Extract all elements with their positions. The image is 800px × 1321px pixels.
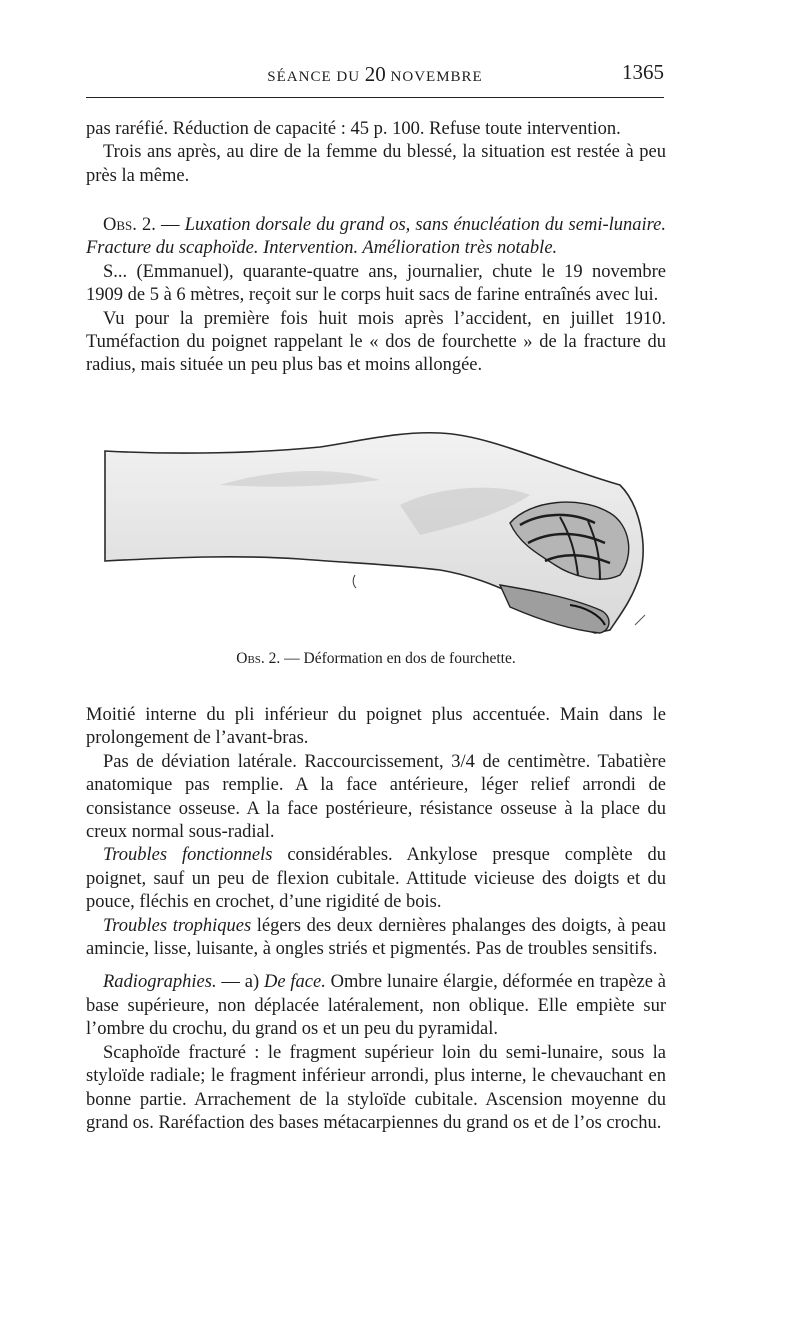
paragraph: Moitié interne du pli inférieur du poignet plus accentuée. Main dans le prolongement de l’avant-bras. [86,705,666,749]
header-title-part-c: NOVEMBRE [385,69,483,85]
paragraph-sublead: De face. [263,972,326,993]
header-title-part-a: SÉANCE DU [267,69,365,85]
paragraph: Trois ans après, au dire de la femme du blessé, la situation est restée à peu près la même. [86,142,666,186]
paragraph-lead: Troubles fonctionnels [103,845,273,866]
observation-block [86,214,666,378]
figure-caption [86,650,666,668]
paragraph-text: considérables. Ankylose presque complète du poignet, sauf un peu de flexion cubitale. Attitude vicieuse des doigts et du pouce, fléchis en crochet, d’une rigidité de bois. [86,845,666,913]
paragraph: Scaphoïde fracturé : le fragment supérieur loin du semi-lunaire, sous la styloïde radiale; le fragment inférieur arrondi, plus interne, le chevauchant en bonne partie. Arrachement de la styloïde cubitale. Ascension moyenne du grand os. Raréfaction des bases métacarpiennes du grand os et de l’os crochu. [86,1042,666,1133]
paragraph: Vu pour la première fois huit mois après l’accident, en juillet 1910. Tuméfaction du poignet rappelant le « dos de fourchette » de la fracture du radius, mais située un peu plus bas et moins allongée. [86,308,666,376]
paragraph [86,844,666,914]
header-rule [86,97,664,98]
hand-drawing [100,425,660,650]
observation-heading [86,214,666,261]
caption-text: — Déformation en dos de fourchette. [280,650,516,667]
top-text-block [86,118,666,188]
paragraph: pas raréfié. Réduction de capacité : 45 p. 100. Refuse toute intervention. [86,119,621,139]
page-number: 1365 [622,60,664,84]
observation-title: Luxation dorsale du grand os, sans énucléation du semi-lunaire. Fracture du scaphoïde. Intervention. Amélioration très notable. [86,215,666,259]
observation-label: Obs. 2. [103,215,156,235]
paragraph: Pas de déviation latérale. Raccourcissement, 3/4 de centimètre. Tabatière anatomique pas remplie. A la face antérieure, léger relief arrondi de consistance osseuse. A la face postérieure, résistance osseuse à la place du creux normal sous-radial. [86,751,666,843]
header-title [86,62,664,87]
caption-label: Obs. 2. [236,650,281,667]
paragraph-text: légers des deux dernières phalanges des doigts, à peau amincie, lisse, luisante, à ongles striés et pigmentés. Pas de troubles sensitifs. [86,915,666,960]
paragraph-text: Ombre lunaire élargie, déformée en trapèze à base supérieure, non déplacée latéralement, non oblique. Elle empiète sur l’ombre du crochu, du grand os et un peu du pyramidal. [86,972,667,1040]
bottom-text-block [86,704,666,1135]
paragraph: S... (Emmanuel), quarante-quatre ans, journalier, chute le 19 novembre 1909 de 5 à 6 mètres, reçoit sur le corps huit sacs de farine entraînés avec lui. [86,261,666,306]
hand-illustration [100,425,660,650]
paragraph [86,971,666,1041]
running-header [86,58,664,90]
header-title-day: 20 [364,62,386,86]
observation-dash: — [155,215,185,235]
paragraph-lead: Radiographies. [103,972,217,993]
paragraph [86,915,666,962]
paragraph-dash: — a) [216,972,264,993]
paragraph-lead: Troubles trophiques [103,915,252,936]
